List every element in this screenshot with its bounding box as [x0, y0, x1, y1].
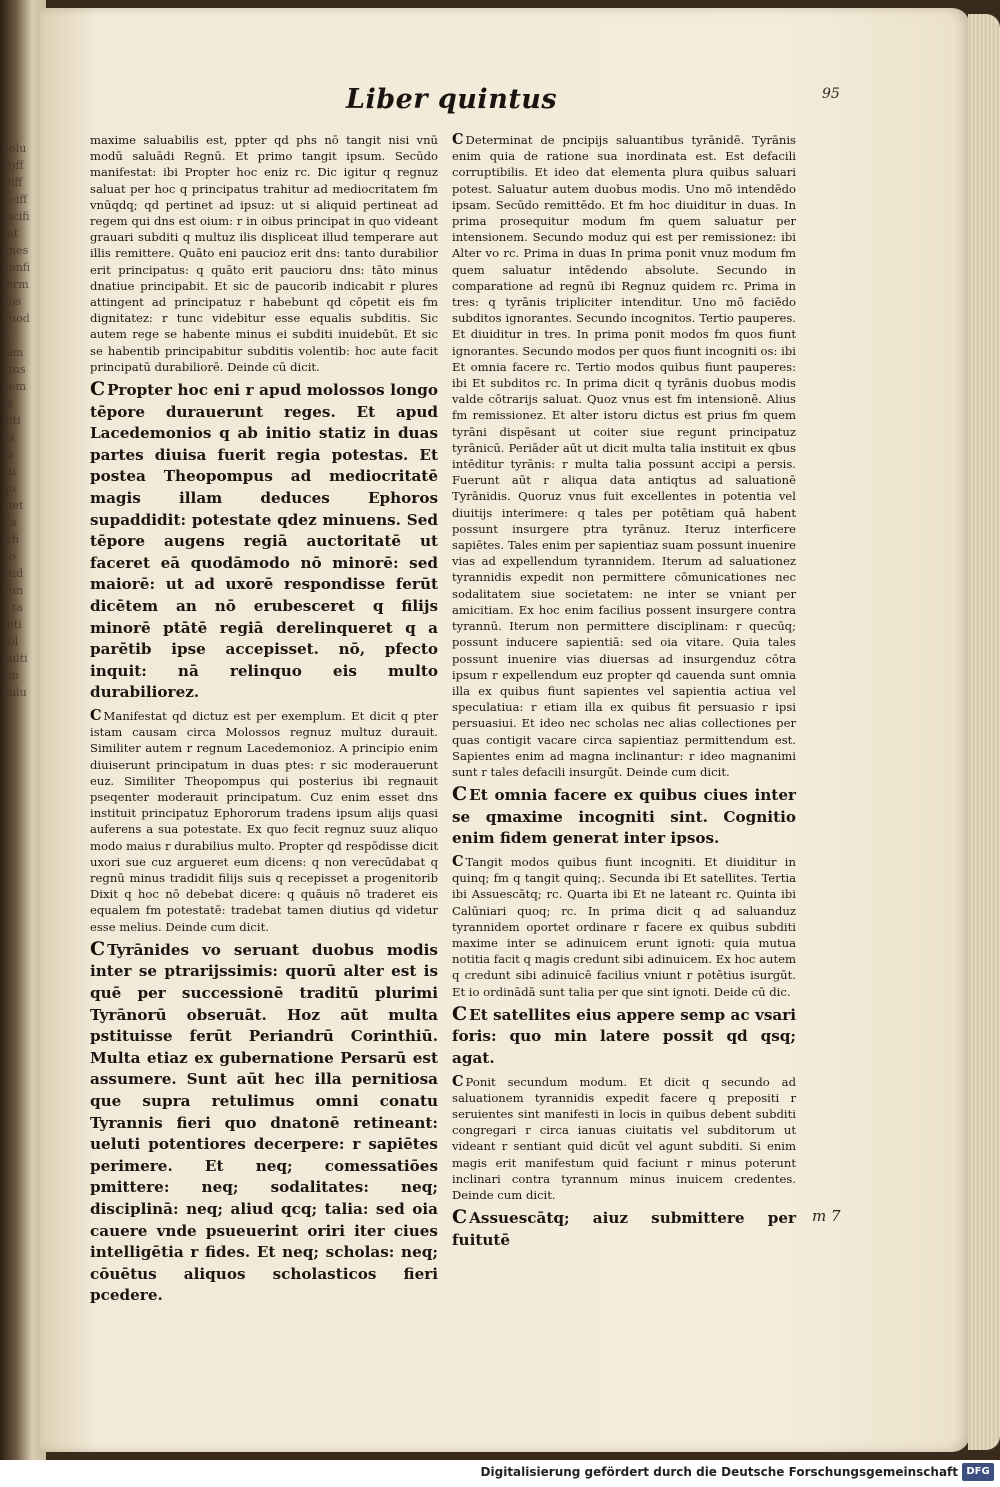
funding-credit: Digitalisierung gefördert durch die Deutsche Forschungsgemeinschaft — [480, 1465, 958, 1479]
paragraph-text: Tyrānides vo seruant duobus modis inter se ptrarijssimis: quorū alter est is quē per successionē traditū plurimi Tyrānorū obseruāt. Hoz aūt multa pstituisse ferūt Periandrū Corinthiū. Multa etiaz ex gubernatione Persarū est assumere. Sunt aūt hec illa pernitiosa que supra retulimus omni conatu Tyrannis fieri quo dnatonē retineant: ueluti potentiores decerpere: r sapiētes perimere. Et neq; comessatiōes pmittere: neq; sodalitates: neq; disciplinā: neq; aliud qcq; talia: sed oia cauere vnde psueuerint oriri iter ciues intelligētia r fides. Et neq; scholas: neq; cōuētus aliquos scholasticos fieri pcedere. — [90, 940, 438, 1305]
right-text-column — [452, 131, 796, 1249]
paragraph-mark: C — [452, 852, 464, 870]
paragraph-text: maxime saluabilis est, ppter qd phs nō tangit nisi vnū modū saluādi Regnū. Et primo tangit ipsum. Secūdo manifestat: ibi Propter hoc eniz rc. Dic igitur q regnuz saluat per hoc q principatus trahitur ad mediocritatem fm vnūqdq; qd pertinet ad ipsuz: ut si aliquid pertineat ad regem qui dns est oium: r in oibus principat in quo videant grauari subditi q multuz ilis displiceat illud temperare aut illis remittere. Quāto eni paucioz erit dns: tanto durabilior erit principatus: q quāto erit paucioru dns: tāto minus dnatiue principabit. Et sic de paucorib indicabit r plures attingent ad principatuz r habebunt qd cōpetit eis fm dignitatez: r tunc videbitur esse equalis subditis. Sic autem rege se habente minus ei subditi inuidebūt. Et sic se habentib principabitur subditis volentib: hoc aute facit principatū durabiliorē. Deinde cū dicit. — [90, 133, 438, 374]
signature-mark: m 7 — [812, 1207, 841, 1225]
paragraph-text: Et satellites eius appere semp ac vsari foris: quo min latere possit qd qsq; agat. — [452, 1005, 796, 1067]
paragraph-text: Et omnia facere ex quibus ciues inter se qmaxime incogniti sint. Cognitio enim fidem generat inter ipsos. — [452, 786, 796, 848]
text-paragraph — [452, 784, 796, 850]
paragraph-mark: C — [452, 1206, 468, 1229]
commentary-paragraph — [452, 854, 796, 1000]
paragraph-text: Determinat de pncipijs saluantibus tyrānidē. Tyrānis enim quia de ratione sua inordinata est. Est defacili corruptibilis. Et ideo dat elementa plura quibus saluari potest. Saluatur autem duobus modis. Uno mō intendēdo ipsam. Secūdo remittēdo. Et fm hoc diuiditur in duas. In prima prosequitur modum fm quem saluatur per intensionem. Secundo moduz qui est per remissionez: ibi Alter vo rc. Prima in duas In prima ponit vnuz modum fm quem saluatur intēdendo absolute. Secundo in comparatione ad regnū ibi Regnuz quidem rc. Prima in tres: q tyrānis tripliciter intenditur. Uno mō faciēdo subditos ignorantes. Secundo incognitos. Tertio pauperes. Et diuiditur in tres. In prima ponit modos fm quos fiunt ignorantes. Secundo modos per quos fiunt incogniti os: ibi Et omnia facere rc. Tertio modos quibus fiunt pauperes: ibi Et subditos rc. In prima dicit q tyrānis duobus modis valde cōtrarijs saluat. Quoz vnus est fm intensionē. Alius fm remissionez. Et alter istoru dictus est prius fm quem tyrāni dispēsant ut coiter siue regunt principatuz tyrānicū. Periāder aūt ut dicit multa talia instituit ex qbus intēditur tyrānis: r multa talia possunt accipi a persis. Fuerunt aūt r aliqua data antiqtus ad saluationē Tyrānidis. Quoruz vnus fuit excellentes in potentia vel diuitijs interimere: q tales per potētiam quā habent possunt insurgere ptra tyrānuz. Iteruz interficere sapiētes. Tales enim per sapientiaz suam possunt inuenire vias ad expellendum tyrannidem. Iterum ad saluationez tyrannidis expedit non permittere cōmunicationes nec sodalitatem siue societatem: ne inter se vniant per amicitiam. Ex hoc enim facilius possent insurgere contra tyrannū. Iterum non permittere disciplinam: r quecūq; possunt inducere sapientiā: sed oia vitare. Quia tales possunt inuenire vias diuersas ad insurgenduz cōtra ipsum r expellendum euz propter qd cauenda sunt omnia illa ex quibus fiunt sapientes vel sapientia actiua vel speculatiua: r etiam illa ex quibus fit persuasio r ipsi persuasiui. Et ideo nec scholas nec alias collectiones per quas contigit vacare circa sapientiaz permittendum est. Sapientes enim ad magna inclinantur: r ideo magnanimi sunt r tales defacili insurgūt. Deinde cum dicit. — [452, 133, 796, 779]
paragraph-text: Manifestat qd dictuz est per exemplum. Et dicit q pter istam causam circa Molossos regnuz multuz durauit. Similiter autem r regnum Lacedemonioz. A principio enim diuiserunt principatum in duas ptes: r sic moderauerunt euz. Similiter Theopompus qui posterius ibi regnauit pseqenter moderauit principatum. Cuz enim esset dns instituit principatuz Ephororum tradens ipsum alijs quasi auferens a sua potestate. Ex quo fecit regnuz suuz aliquo modo maius r durabilius multo. Propter qd respōdisse dicit uxori sue cuz argueret eum dicens: q non verecūdabat q regnū minus tradidit filijs suis q recepisset a progenitorib Dixit q hoc nō debebat dicere: q quāuis nō traderet eis equalem fm potestatē: tradebat tamen diutius qd videtur esse melius. Deinde cum dicit. — [90, 708, 438, 934]
dfg-logo: DFG — [962, 1463, 994, 1481]
commentary-paragraph — [452, 132, 796, 780]
text-paragraph — [452, 1004, 796, 1070]
left-text-column — [90, 132, 438, 1305]
folio-number: 95 — [822, 86, 840, 102]
commentary-paragraph — [90, 132, 438, 375]
paragraph-mark: C — [452, 783, 468, 806]
paragraph-mark: C — [90, 937, 106, 960]
paragraph-text: Tangit modos quibus fiunt incogniti. Et diuiditur in quinq; fm q tangit quinq;. Secunda ibi Et satellites. Tertia ibi Assuescātq; rc. Quarta ibi Et ne lateant rc. Quinta ibi Calūniari quoq; rc. In prima dicit q ad saluanduz tyrannidem oportet ordinare r facere ex quibus subditi maxime inter se adinuicem erunt ignoti: quia mutua notitia facit q magis credunt sibi adinuicem. Ex hoc autem q credunt sibi adinuicē facilius vniunt r potētius isurgūt. Et io ordinādā sunt talia per que sint ignoti. Deide cū dic. — [452, 854, 796, 999]
text-paragraph — [90, 379, 438, 704]
paragraph-mark: C — [452, 1002, 468, 1025]
running-head: Liber quintus — [346, 84, 558, 115]
paragraph-mark: C — [452, 1072, 464, 1090]
footer-bar — [0, 1460, 1000, 1487]
paragraph-mark: C — [452, 131, 464, 148]
facing-page-fragments: nolu Poff Diff noiff uicifi rat nnes nonfi term nos quod fi fam etus nem ta uiti us fu bu qu met Ca lyfi Lo pud qun e ta reti col nulti am nulu — [2, 142, 31, 699]
paragraph-mark: C — [90, 706, 102, 724]
text-paragraph — [452, 1207, 796, 1251]
paragraph-text: Ponit secundum modum. Et dicit q secundo ad saluationem tyrannidis expedit facere q prepositi r seruientes sint manifesti in locis in quibus debent subditi congregari r circa ianuas ciuitatis vel subditorum ut videant r sentiant quid dicūt vel agunt subditi. Si enim magis erit manifestum quid faciunt r minus poterunt inclinari contra tyrannum minus inuicem credentes. Deinde cum dicit. — [452, 1074, 796, 1202]
paragraph-mark: C — [90, 378, 106, 401]
text-paragraph — [90, 939, 438, 1307]
paragraph-text: Assuescātq; aiuz submittere per fuitutē — [452, 1209, 796, 1249]
commentary-paragraph — [90, 708, 438, 935]
commentary-paragraph — [452, 1074, 796, 1204]
paragraph-text: Propter hoc eni r apud molossos longo tēpore durauerunt reges. Et apud Lacedemonios q ab initio statiz in duas partes diuisa fuerit regia potestas. Et postea Theopompus ad mediocritatē magis illam deduces Ephoros supaddidit: potestate qdez minuens. Sed tēpore augens regiā auctoritatē ut faceret eā quodāmodo nō minorē: sed maiorē: ut ad uxorē respondisse ferūt dicētem an nō erubesceret q filijs minorē ptātē regiā derelinqueret q a parētib ipse accepisset. nō, pfecto inquit: nā relinquo eis multo durabiliorez. — [90, 381, 438, 702]
page-stack-edge — [968, 14, 1000, 1450]
